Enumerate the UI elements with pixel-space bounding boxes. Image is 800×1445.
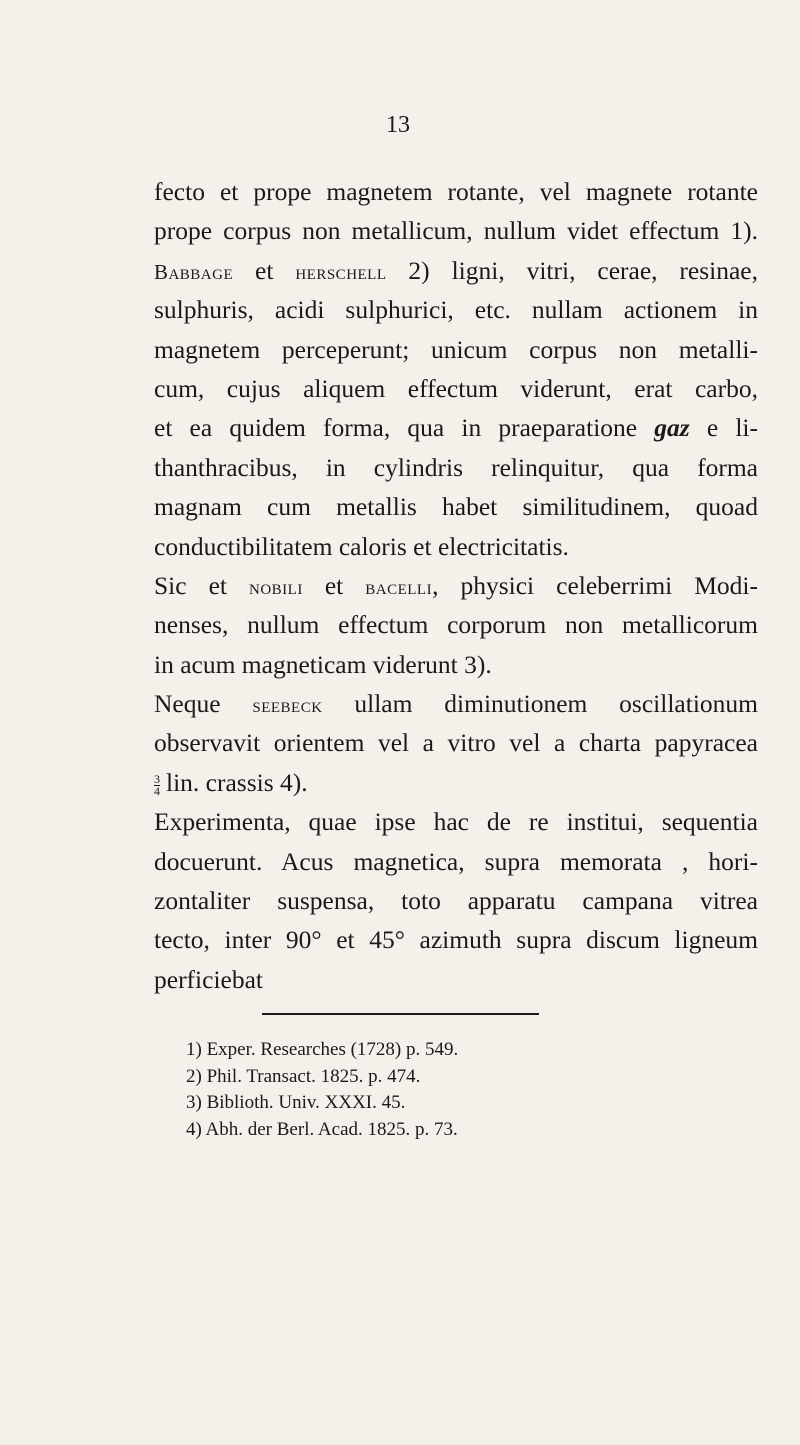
italic-term: gaz xyxy=(654,413,690,443)
footnote: 2) Phil. Transact. 1825. p. 474. xyxy=(186,1065,421,1087)
text-line: conductibilitatem caloris et electricitatis. xyxy=(154,531,569,561)
footnote: 1) Exper. Researches (1728) p. 549. xyxy=(186,1039,459,1060)
text-line xyxy=(154,251,758,290)
text-fragment: ullam diminutionem oscillationum xyxy=(322,689,758,719)
footnote: 4) Abh. der Berl. Acad. 1825. p. 73. xyxy=(186,1118,458,1140)
footnote-divider xyxy=(262,1013,539,1015)
text-line: sulphuris, acidi sulphurici, etc. nullam actionem in xyxy=(154,295,758,325)
text-line: in acum magneticam viderunt 3). xyxy=(154,649,492,679)
author-name: Babbage xyxy=(154,259,234,284)
page-number: 13 xyxy=(386,112,410,138)
footnote: 3) Biblioth. Univ. XXXI. 45. xyxy=(186,1092,406,1113)
author-name: herschell xyxy=(295,259,387,284)
text-line: docuerunt. Acus magnetica, supra memorata , hori- xyxy=(154,846,758,876)
text-line: nenses, nullum effectum corporum non metallicorum xyxy=(154,610,758,640)
text-line: tecto, inter 90° et 45° azimuth supra discum ligneum xyxy=(154,925,758,955)
text-line: Experimenta, quae ipse hac de re institui, sequentia xyxy=(154,807,758,837)
text-line: cum, cujus aliquem effectum viderunt, erat carbo, xyxy=(154,373,758,403)
text-fragment: et xyxy=(302,570,366,600)
text-line: prope corpus non metallicum, nullum videt effectum 1). xyxy=(154,216,758,246)
text-line xyxy=(154,684,758,723)
text-line: fecto et prope magnetem rotante, vel magnete rotante xyxy=(154,177,758,206)
fraction-denominator: 4 xyxy=(154,783,160,798)
footnotes xyxy=(186,1037,746,1143)
text-line: perficiebat xyxy=(154,964,264,994)
author-name: seebeck xyxy=(252,693,323,718)
text-line: magnetem perceperunt; unicum corpus non metalli- xyxy=(154,334,758,364)
text-line xyxy=(154,408,758,447)
author-name: nobili xyxy=(249,574,303,599)
text-fragment: Sic et xyxy=(154,570,250,600)
fraction xyxy=(154,771,160,798)
text-line xyxy=(154,566,758,605)
text-fragment: 2) ligni, vitri, cerae, resinae, xyxy=(386,255,758,285)
author-name: bacelli xyxy=(365,574,433,599)
text-line xyxy=(154,763,758,802)
text-fragment: Neque xyxy=(154,689,253,719)
body-text xyxy=(154,172,758,999)
text-line: thanthracibus, in cylindris relinquitur, qua forma xyxy=(154,452,758,482)
text-line: observavit orientem vel a vitro vel a charta papyracea xyxy=(154,728,758,758)
text-fragment: et xyxy=(233,255,296,285)
text-fragment: lin. crassis 4). xyxy=(166,767,308,797)
text-line: zontaliter suspensa, toto apparatu campana vitrea xyxy=(154,886,758,916)
text-fragment: e li- xyxy=(689,413,759,443)
fraction-numerator: 3 xyxy=(154,771,160,786)
text-fragment: et ea quidem forma, qua in praeparatione xyxy=(154,413,655,443)
text-line: magnam cum metallis habet similitudinem, quoad xyxy=(154,492,758,522)
text-fragment: , physici celeberrimi Modi- xyxy=(432,570,758,600)
